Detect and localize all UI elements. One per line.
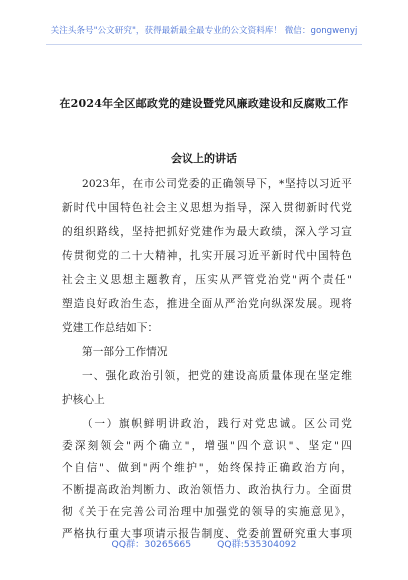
footer-contacts [0, 536, 408, 550]
body-line: 社会主义思想主题教育，压实从严管党治党"两个责任" [62, 274, 352, 286]
body-line: 彻《关于在完善公司治理中加强党的领导的实施意见》， [62, 506, 352, 518]
body-line: 传贯彻党的二十大精神，扎实开展习近平新时代中国特色 [62, 250, 352, 262]
body-line: 一、强化政治引领，把党的建设高质量体现在坚定维 [82, 370, 352, 382]
header-divider [46, 44, 362, 45]
body-line: 严格执行重大事项请示报告制度、党委前置研究重大事项 [62, 528, 352, 540]
document-subtitle: 会议上的讲话 [171, 152, 237, 165]
footer-qq-group-1: QQ群：30265665 [111, 539, 192, 550]
body-line: 的组织路线，坚持把抓好党建作为最大政绩，深入学习宣 [62, 226, 352, 238]
document-title: 在2024年全区邮政党的建设暨党风廉政建设和反腐败工作 [59, 97, 349, 110]
body-line: 新时代中国特色社会主义思想为指导，深入贯彻新时代党 [62, 202, 352, 214]
section-heading: 第一部分工作情况 [82, 346, 168, 358]
header-banner: 关注头条号"公文研究"，获得最新最全最专业的公文资料库！ 微信：gongwenyj [50, 26, 358, 36]
body-line: 不断提高政治判断力、政治领悟力、政治执行力。全面贯 [62, 484, 352, 496]
body-line: 塑造良好政治生态，推进全面从严治党向纵深发展。现将 [62, 298, 352, 310]
body-line: 个自信"、做到"两个维护"，始终保持正确政治方向， [62, 462, 352, 474]
body-line: 护核心上 [62, 394, 105, 406]
body-line: 2023年，在市公司党委的正确领导下，*坚持以习近平 [82, 178, 352, 190]
body-line: 委深刻领会"两个确立"，增强"四个意识"、坚定"四 [62, 440, 352, 452]
footer-qq-group-2: QQ群:535304092 [217, 539, 297, 550]
body-line: 党建工作总结如下： [62, 322, 159, 334]
body-line: （一）旗帜鲜明讲政治，践行对党忠诚。区公司党 [82, 418, 352, 430]
